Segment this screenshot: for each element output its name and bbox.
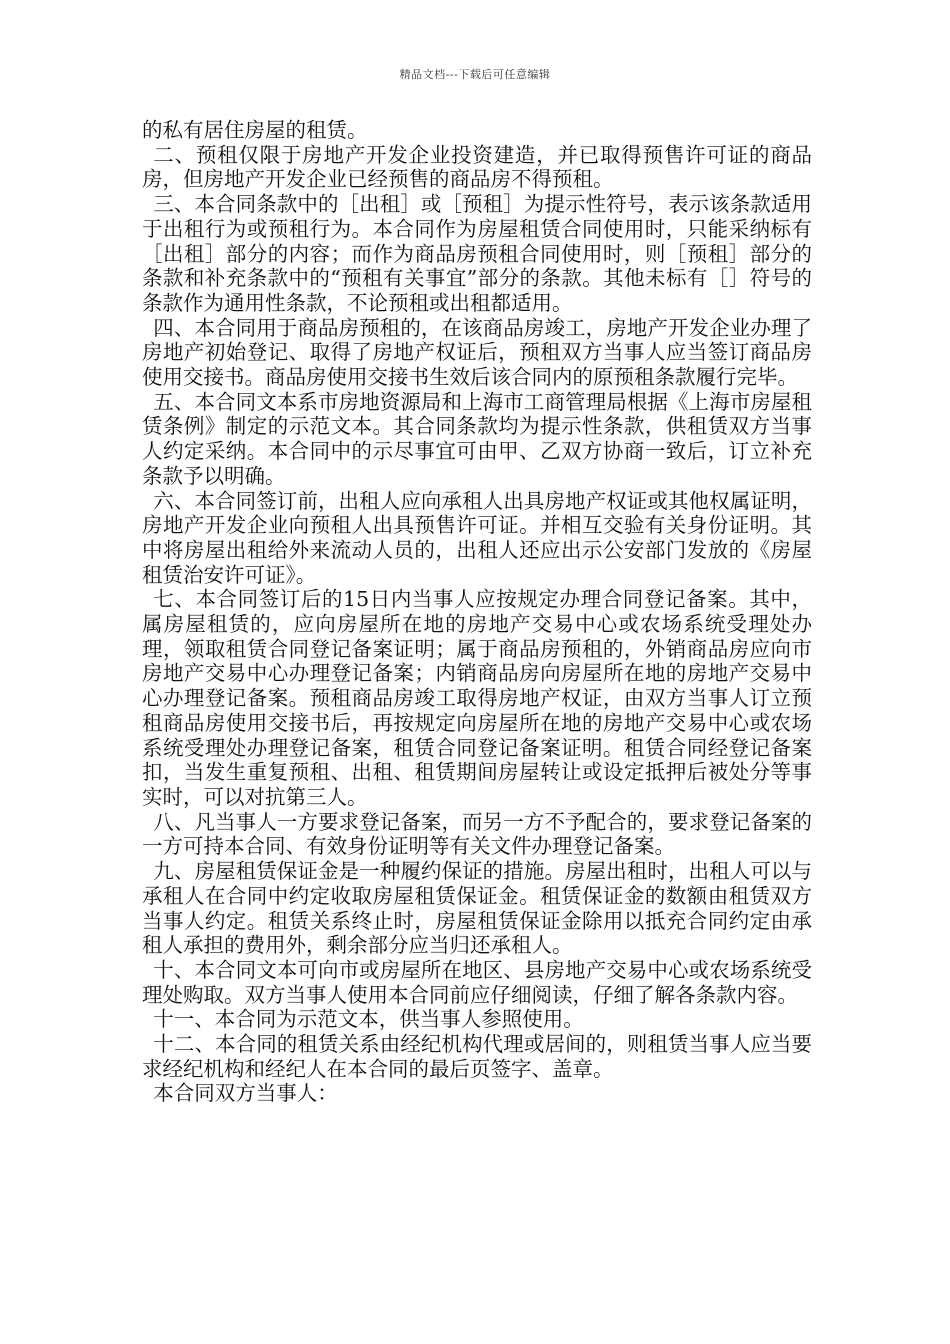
paragraph-clause-11: 十一、本合同为示范文本，供当事人参照使用。 (153, 1007, 584, 1032)
document-body (142, 118, 812, 1106)
paragraph-clause-6: 六、本合同签订前，出租人应向承租人出具房地产权证或其他权属证明，房地产开发企业向预租人出具预售许可证。并相互交验有关身份证明。其中将房屋出租给外来流动人员的，出租人还应出示公安部门发放的《房屋租赁治安许可证》。 (142, 488, 812, 587)
paragraph-clause-9: 九、房屋租赁保证金是一种履约保证的措施。房屋出租时，出租人可以与承租人在合同中约定收取房屋租赁保证金。租赁保证金的数额由租赁双方当事人约定。租赁关系终止时，房屋租赁保证金除用以抵充合同约定由承租人承担的费用外，剩余部分应当归还承租人。 (142, 859, 812, 958)
paragraph-clause-12: 十二、本合同的租赁关系由经纪机构代理或居间的，则租赁当事人应当要求经纪机构和经纪人在本合同的最后页签字、盖章。 (142, 1032, 812, 1081)
paragraph-clause-10: 十、本合同文本可向市或房屋所在地区、县房地产交易中心或农场系统受理处购取。双方当事人使用本合同前应仔细阅读，仔细了解各条款内容。 (142, 957, 812, 1007)
paragraph-continuation: 的私有居住房屋的租赁。 (142, 118, 368, 142)
paragraph-clause-4: 四、本合同用于商品房预租的，在该商品房竣工，房地产开发企业办理了房地产初始登记、取得了房地产权证后，预租双方当事人应当签订商品房使用交接书。商品房使用交接书生效后该合同内的原预租条款履行完毕。 (142, 315, 812, 390)
paragraph-clause-5: 五、本合同文本系市房地资源局和上海市工商管理局根据《上海市房屋租赁条例》制定的示范文本。其合同条款均为提示性条款，供租赁双方当事人约定采纳。本合同中的示尽事宜可由甲、乙双方协商一致后，订立补充条款予以明确。 (142, 389, 812, 488)
paragraph-clause-2: 二、预租仅限于房地产开发企业投资建造，并已取得预售许可证的商品房，但房地产开发企业已经预售的商品房不得预租。 (142, 142, 812, 192)
paragraph-clause-7: 七、本合同签订后的15日内当事人应按规定办理合同登记备案。其中，属房屋租赁的，应向房屋所在地的房地产交易中心或农场系统受理处办理，领取租赁合同登记备案证明；属于商品房预租的，外销商品房应向市房地产交易中心办理登记备案；内销商品房向房屋所在地的房地产交易中心办理登记备案。预租商品房竣工取得房地产权证，由双方当事人订立预租商品房使用交接书后，再按规定向房屋所在地的房地产交易中心或农场系统受理处办理登记备案，租赁合同登记备案证明。租赁合同经登记备案扣，当发生重复预租、出租、租赁期间房屋转让或设定抵押后被处分等事实时，可以对抗第三人。 (142, 587, 812, 809)
paragraph-parties-heading: 本合同双方当事人： (153, 1081, 338, 1106)
page-header: 精品文档---下载后可任意编辑 (399, 68, 551, 81)
paragraph-clause-3: 三、本合同条款中的［出租］或［预租］为提示性符号，表示该条款适用于出租行为或预租行为。本合同作为房屋租赁合同使用时，只能采纳标有［出租］部分的内容；而作为商品房预租合同使用时，则［预租］部分的条款和补充条款中的“预租有关事宜”部分的条款。其他未标有［］符号的条款作为通用性条款，不论预租或出租都适用。 (142, 192, 812, 315)
paragraph-clause-8: 八、凡当事人一方要求登记备案，而另一方不予配合的，要求登记备案的一方可持本合同、有效身份证明等有关文件办理登记备案。 (142, 809, 812, 859)
